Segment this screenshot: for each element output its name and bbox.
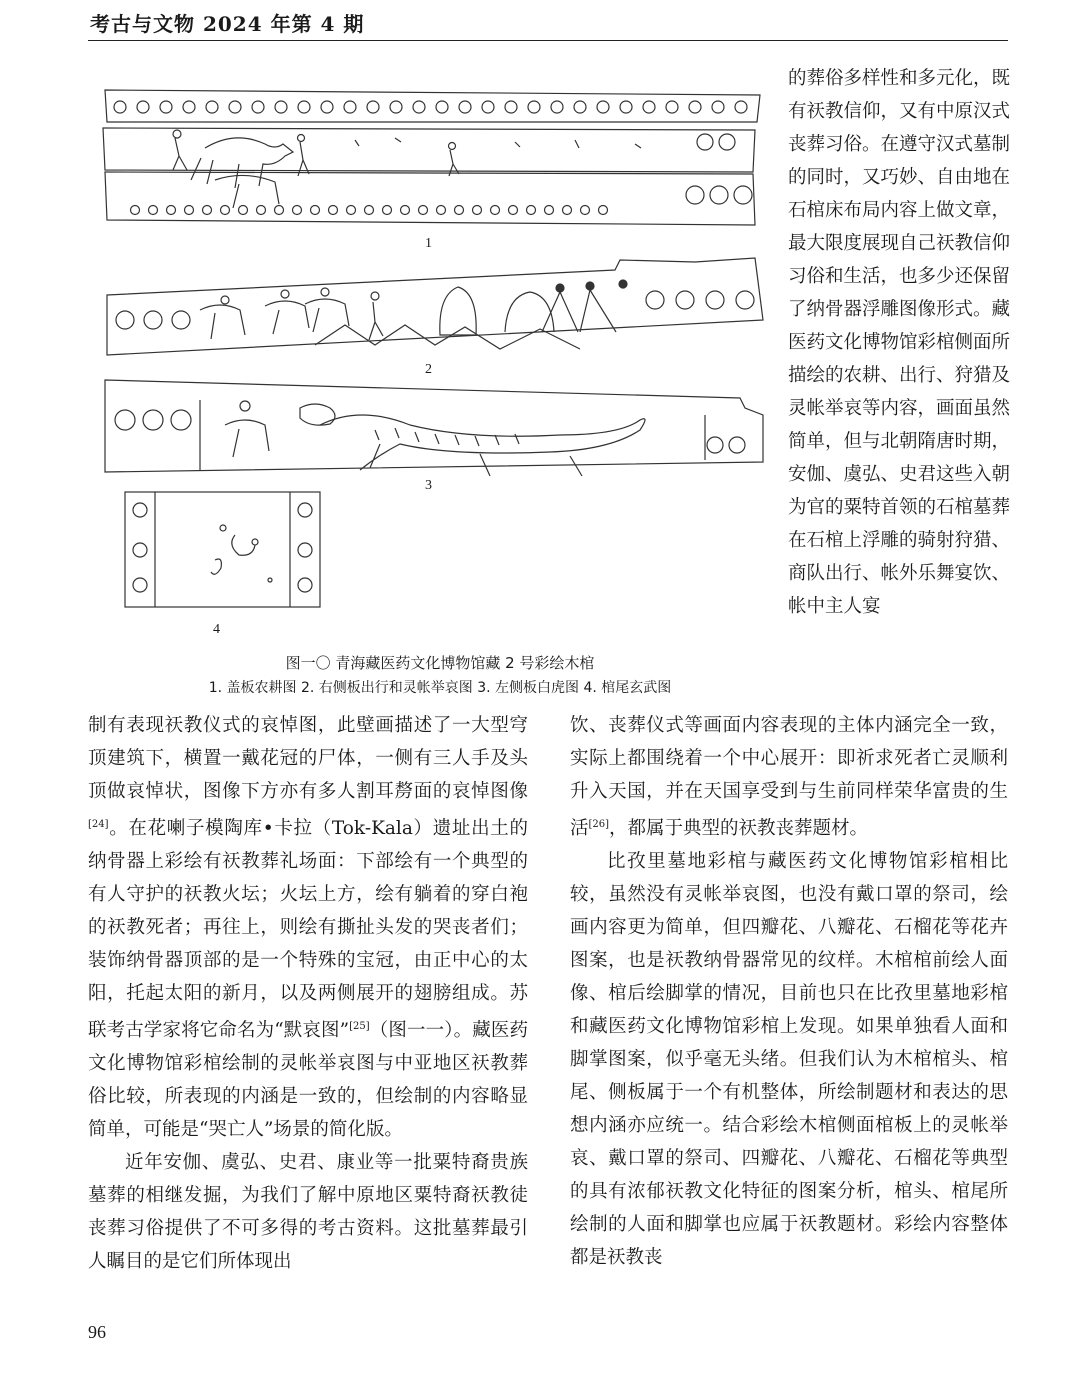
decor-circle [390, 101, 402, 113]
decor-circle [413, 101, 425, 113]
left-p1-part-a: 制有表现祆教仪式的哀悼图，此壁画描述了一大型穹顶建筑下，横置一戴花冠的尸体，一侧有三人手及头顶做哀悼状，图像下方亦有多人割耳剺面的哀悼图像 [88, 715, 528, 802]
decor-circle [298, 101, 310, 113]
decor-circle [329, 206, 338, 215]
decor-circle [563, 206, 572, 215]
decor-circle [365, 206, 374, 215]
mid-p1-part-a: 饮、丧葬仪式等画面内容表现的主体内涵完全一致，实际上都围绕着一个中心展开：即祈求死者亡灵顺利升入天国，并在天国享受到与生前同样荣华富贵的生活 [570, 715, 1008, 840]
decor-circle [221, 206, 230, 215]
decor-circle [455, 206, 464, 215]
decor-circle [697, 134, 713, 150]
decor-circle [293, 206, 302, 215]
decor-circle [275, 101, 287, 113]
decor-circle [620, 101, 632, 113]
decor-circle [707, 437, 723, 453]
decor-circle [729, 437, 745, 453]
decor-circle [689, 101, 701, 113]
decor-circle [383, 206, 392, 215]
decor-circle [436, 101, 448, 113]
figure-label-3: 3 [425, 478, 432, 493]
decor-circle [311, 206, 320, 215]
decor-circle [643, 101, 655, 113]
reference-24: [24] [88, 819, 109, 830]
left-p1-part-c: （图一一）。藏医药文化博物馆彩棺绘制的灵帐举哀图与中亚地区祆教葬俗比较，所表现的内涵是一致的，但绘制的内容略显简单，可能是“哭亡人”场景的简化版。 [88, 1020, 528, 1141]
left-p1-part-b: 。在花喇子模陶库•卡拉（Tok-Kala）遗址出土的纳骨器上彩绘有祆教葬礼场面：下部绘有一个典型的有人守护的祆教火坛；火坛上方，绘有躺着的穿白袍的祆教死者；再往上，则绘有撕扯头发的哭丧者们；装饰纳骨器顶部的是一个特殊的宝冠，由正中心的太阳，托起太阳的新月，以及两侧展开的翅膀组成。苏联考古学家将它命名为“默哀图” [88, 818, 528, 1042]
decor-circle [666, 101, 678, 113]
journal-header: 考古与文物 2024 年第 4 期 [90, 12, 365, 36]
decor-circle [459, 101, 471, 113]
decor-circle [509, 206, 518, 215]
decor-circle [115, 410, 135, 430]
mid-p1-part-b: ，都属于典型的祆教丧葬题材。 [609, 818, 869, 840]
decor-circle [143, 410, 163, 430]
decor-circle [298, 543, 312, 557]
decor-circle [160, 101, 172, 113]
decor-circle [183, 101, 195, 113]
decor-circle [734, 186, 752, 204]
decor-circle [686, 186, 704, 204]
decor-circle [710, 186, 728, 204]
decor-circle [574, 101, 586, 113]
decor-circle [528, 101, 540, 113]
decor-circle [149, 206, 158, 215]
decor-circle [229, 101, 241, 113]
decor-circle [144, 311, 162, 329]
decor-circle [419, 206, 428, 215]
decor-circle [133, 578, 147, 592]
decor-circle [527, 206, 536, 215]
decor-circle [185, 206, 194, 215]
page-number: 96 [88, 1322, 106, 1342]
decor-circle [171, 410, 191, 430]
decor-circle [712, 101, 724, 113]
decor-circle [239, 206, 248, 215]
decor-circle [167, 206, 176, 215]
decor-circle [719, 134, 735, 150]
decor-circle [491, 206, 500, 215]
figure-label-1: 1 [425, 236, 432, 251]
decor-circle [581, 206, 590, 215]
decor-circle [131, 206, 140, 215]
decor-circle [599, 206, 608, 215]
right-column-text: 的葬俗多样性和多元化，既有祆教信仰，又有中原汉式丧葬习俗。在遵守汉式墓制的同时，又巧妙、自由地在石棺床布局内容上做文章，最大限度展现自己祆教信仰习俗和生活，也多少还保留了纳骨器浮雕图像形式。藏医药文化博物馆彩棺侧面所描绘的农耕、出行、狩猎及灵帐举哀等内容，画面虽然简单，但与北朝隋唐时期，安伽、虞弘、史君这些入朝为官的粟特首领的石棺墓葬在石棺上浮雕的骑射狩猎、商队出行、帐外乐舞宴饮、帐中主人宴 [788, 68, 1011, 617]
coffin-figure [95, 80, 775, 640]
decor-circle [646, 291, 664, 309]
decor-circle [298, 578, 312, 592]
decor-circle [473, 206, 482, 215]
header-rule [88, 40, 1008, 41]
decor-circle [252, 101, 264, 113]
left-column [88, 709, 528, 1278]
decor-circle [298, 503, 312, 517]
middle-column [570, 709, 1008, 1274]
decor-circle [344, 101, 356, 113]
decor-circle [706, 291, 724, 309]
decor-circle [545, 206, 554, 215]
decor-circle [137, 101, 149, 113]
decor-circle [257, 206, 266, 215]
panel-3-white-tiger [105, 380, 763, 476]
decor-circle [206, 101, 218, 113]
figure-caption-title: 图一〇 青海藏医药文化博物馆藏 2 号彩绘木棺 [285, 654, 595, 672]
decor-circle [172, 311, 190, 329]
mid-paragraph-1 [570, 709, 1008, 845]
figure-caption-items: 1. 盖板农耕图 2. 右侧板出行和灵帐举哀图 3. 左侧板白虎图 4. 棺尾玄武图 [208, 680, 672, 696]
decor-circle [133, 503, 147, 517]
decor-circle [321, 101, 333, 113]
decor-circle [551, 101, 563, 113]
decor-circle [437, 206, 446, 215]
decor-circle [275, 206, 284, 215]
decor-circle [505, 101, 517, 113]
reference-26: [26] [588, 819, 610, 830]
decor-circle [367, 101, 379, 113]
decor-circle [735, 101, 747, 113]
decor-circle [401, 206, 410, 215]
mid-paragraph-2: 比孜里墓地彩棺与藏医药文化博物馆彩棺相比较，虽然没有灵帐举哀图，也没有戴口罩的祭司，绘画内容更为简单，但四瓣花、八瓣花、石榴花等花卉图案，也是祆教纳骨器常见的纹样。木棺棺前绘人面像、棺后绘脚掌的情况，目前也只在比孜里墓地彩棺和藏医药文化博物馆彩棺上发现。如果单独看人面和脚掌图案，似乎毫无头绪。但我们认为木棺棺头、棺尾、侧板属于一个有机整体，所绘制题材和表达的思想内涵亦应统一。结合彩绘木棺侧面棺板上的灵帐举哀、戴口罩的祭司、四瓣花、八瓣花、石榴花等典型的具有浓郁祆教文化特征的图案分析，棺头、棺尾所绘制的人面和脚掌也应属于祆教题材。彩绘内容整体都是祆教丧 [570, 851, 1008, 1269]
figure-label-2: 2 [425, 362, 432, 377]
panel-1-lid-farming [103, 90, 760, 592]
decor-circle [482, 101, 494, 113]
panel-2-right-board [107, 258, 763, 355]
reference-25: [25] [349, 1021, 370, 1033]
panel-4-black-tortoise [125, 492, 320, 607]
decor-circle [736, 291, 754, 309]
decor-circle [676, 291, 694, 309]
decor-circle [114, 101, 126, 113]
decor-circle [116, 311, 134, 329]
decor-circle [133, 543, 147, 557]
figure-label-4: 4 [213, 622, 220, 637]
decor-circle [203, 206, 212, 215]
decor-circle [347, 206, 356, 215]
coffin-drawings [95, 80, 775, 640]
decor-circle [597, 101, 609, 113]
left-paragraph-2: 近年安伽、虞弘、史君、康业等一批粟特裔贵族墓葬的相继发掘，为我们了解中原地区粟特裔祆教徒丧葬习俗提供了不可多得的考古资料。这批墓葬最引人瞩目的是它们所体现出 [88, 1152, 528, 1273]
left-paragraph-1 [88, 709, 528, 1146]
